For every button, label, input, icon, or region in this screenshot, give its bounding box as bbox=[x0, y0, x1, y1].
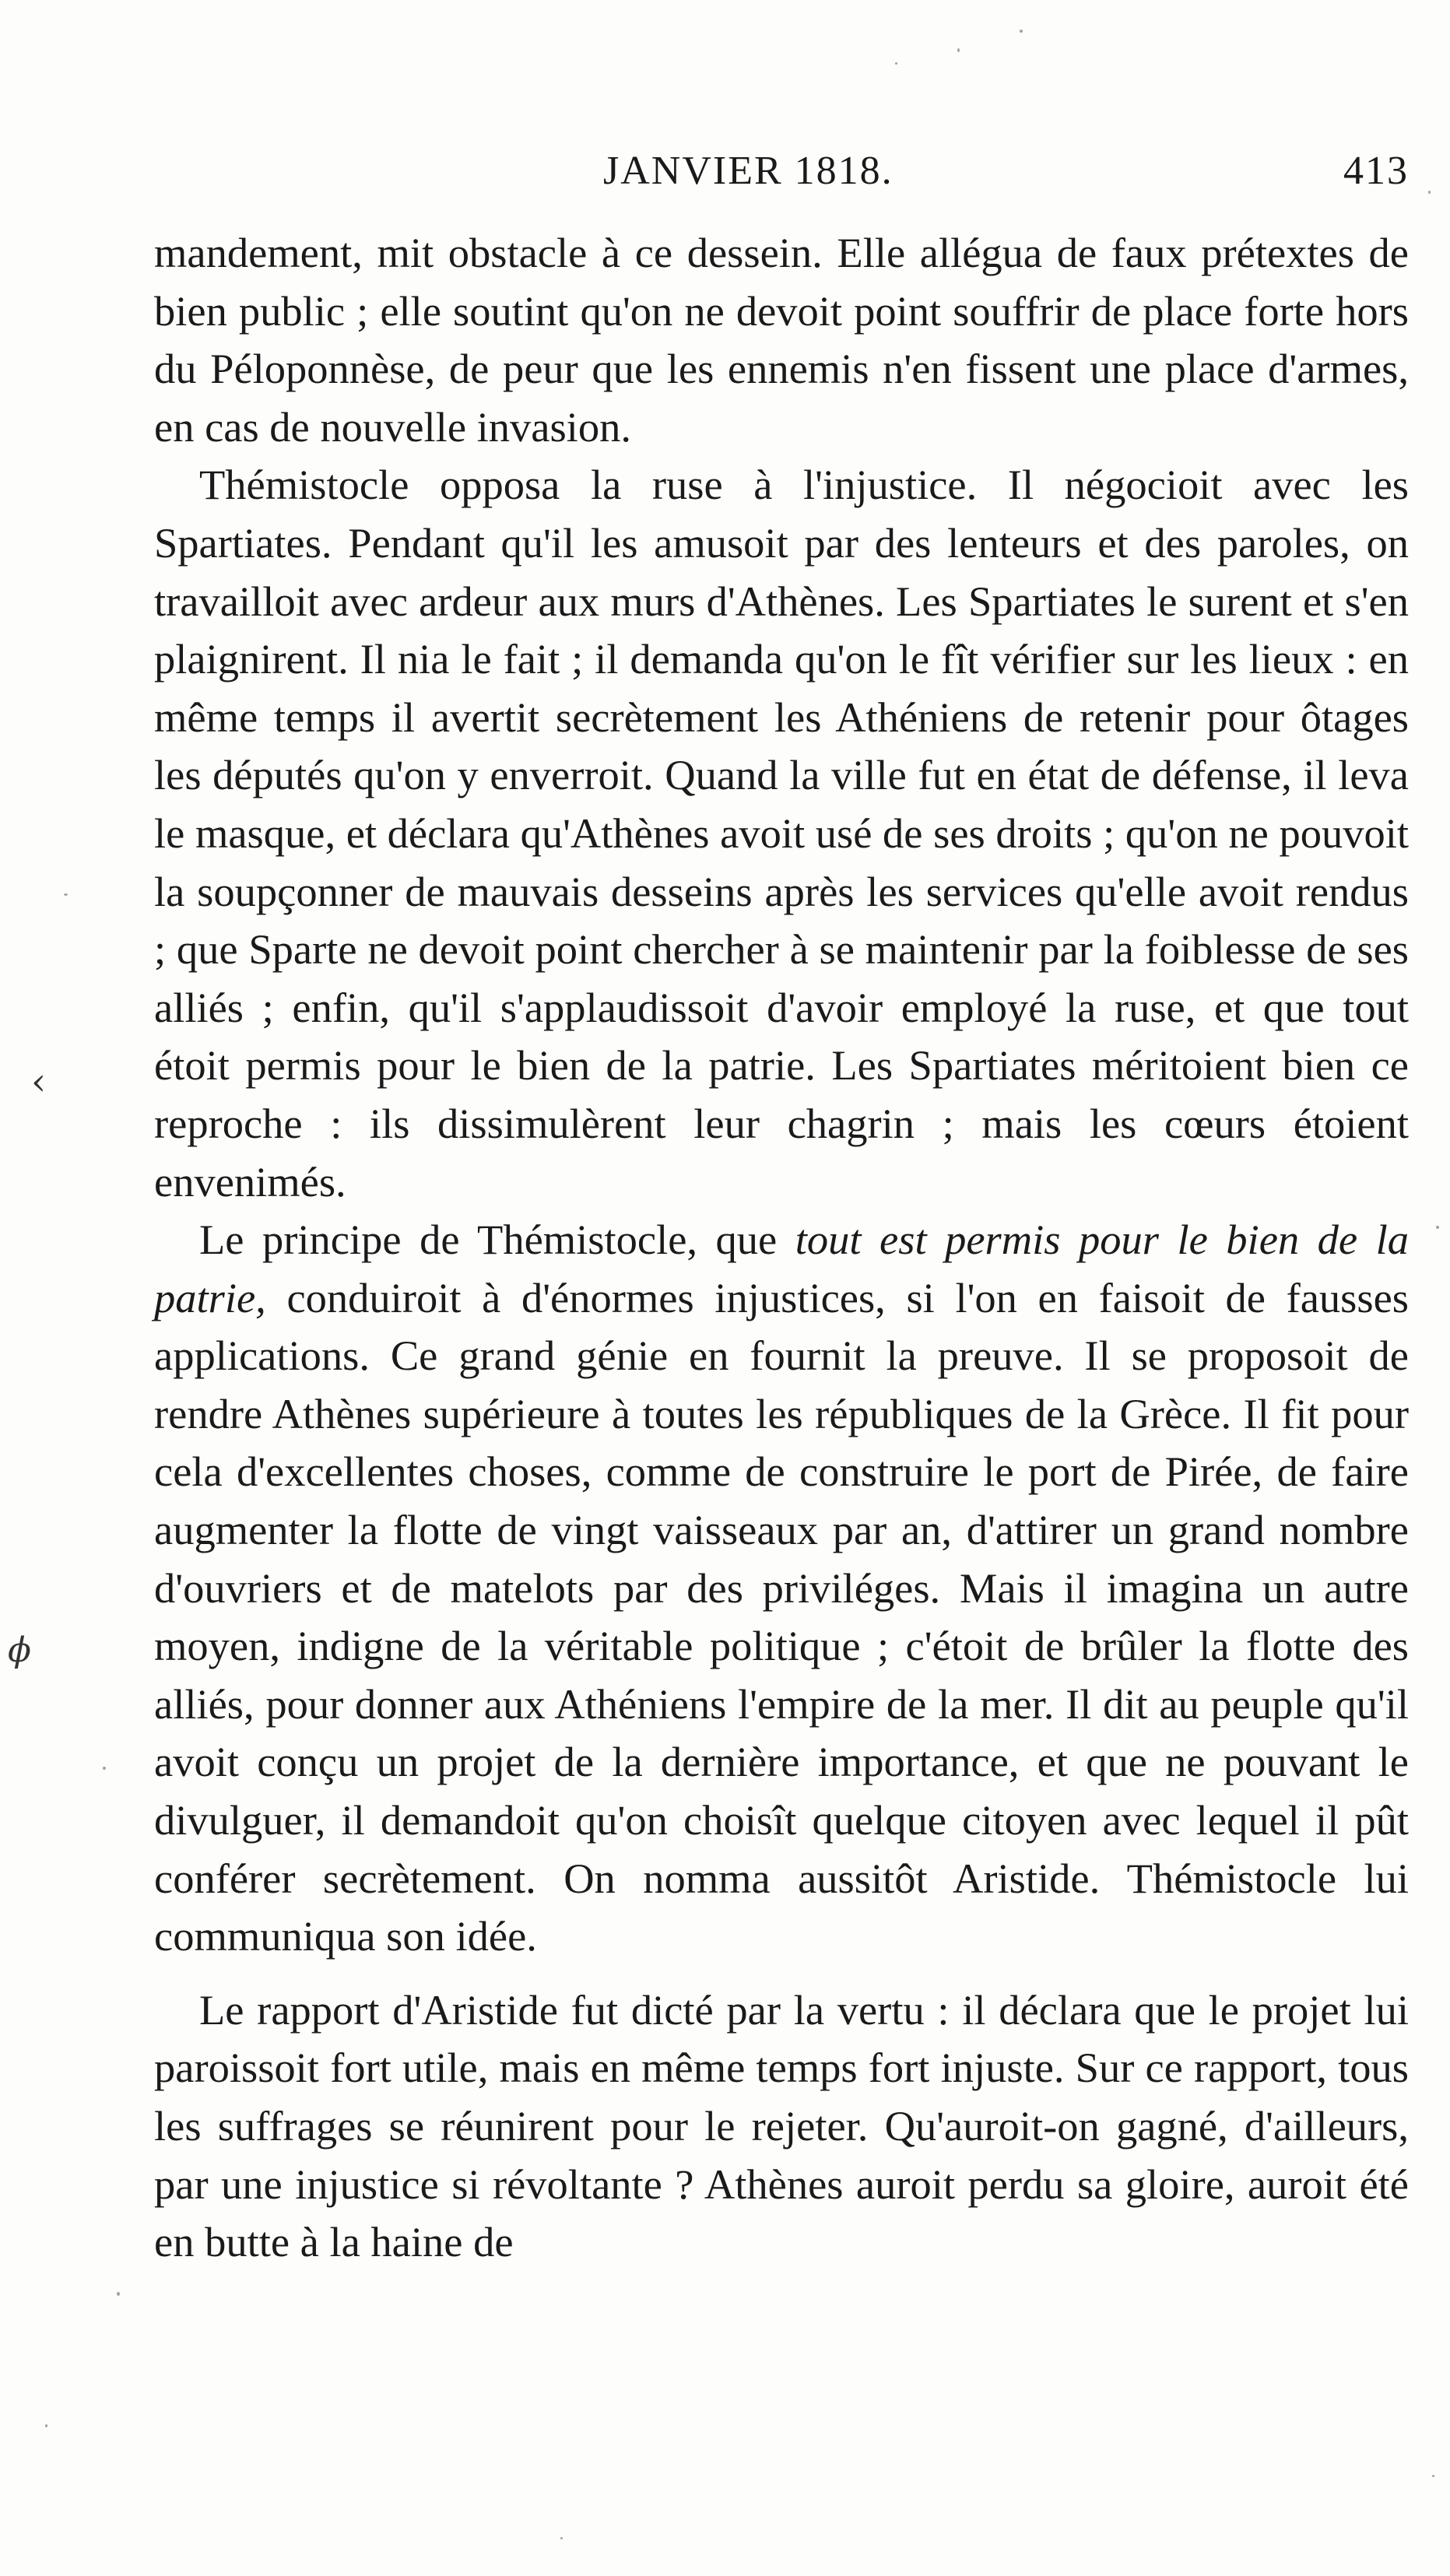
paragraph-principe-rest: conduiroit à d'énormes injustices, si l'on en faisoit de fausses applications. Ce grand génie en fournit la preuve. Il se proposoit de rendre Athènes supérieure à toutes les républiques de la Grèce. Il fit pour cela d'excellentes choses, comme de construire le port de Pirée, de faire augmenter la flotte de vingt vaisseaux par an, d'attirer un grand nombre d'ouvriers et de matelots par des priviléges. Mais il imagina un autre moyen, indigne de la véritable politique ; c'étoit de brûler la flotte des alliés, pour donner aux Athéniens l'empire de la mer. Il dit au peuple qu'il avoit conçu un projet de la dernière importance, et que ne pouvant le divulguer, il demandoit qu'on choisît quelque citoyen avec lequel il pût conférer secrètement. On nomma aussitôt Aristide. Thémistocle lui communiqua son idée. bbox=[154, 1273, 1409, 1960]
margin-hook-mark: ‹ bbox=[31, 1060, 47, 1104]
italic-maxim: tout est permis pour le bien de la patrie, bbox=[154, 1216, 1409, 1321]
scan-speck bbox=[64, 893, 68, 896]
scan-speck bbox=[1428, 191, 1431, 194]
scan-speck bbox=[45, 2424, 47, 2427]
page-header-title: JANVIER 1818. bbox=[603, 149, 894, 193]
scan-speck bbox=[117, 2292, 120, 2296]
paragraph-principe bbox=[154, 1211, 1409, 1966]
scan-speck bbox=[1432, 2475, 1434, 2477]
scan-speck bbox=[895, 62, 897, 65]
scan-speck bbox=[1020, 30, 1023, 33]
scan-speck bbox=[957, 48, 960, 52]
paragraph-rapport-aristide: Le rapport d'Aristide fut dicté par la vertu : il déclara que le projet lui paroissoit fort utile, mais en même temps fort injuste. Sur ce rapport, tous les suffrages se réunirent pour le rejeter. Qu'auroit-on gagné, d'ailleurs, par une injustice si révoltante ? Athènes auroit perdu sa gloire, auroit été en butte à la haine de bbox=[154, 1985, 1409, 2266]
scan-speck bbox=[560, 2537, 563, 2539]
paragraph-themistocle-ruse: Thémistocle opposa la ruse à l'injustice. Il négocioit avec les Spartiates. Pendant qu'il les amusoit par des lenteurs et des paroles, on travailloit avec ardeur aux murs d'Athènes. Les Spartiates le surent et s'en plaignirent. Il nia le fait ; il demanda qu'on le fît vérifier sur les lieux : en même temps il avertit secrètement les Athéniens de retenir pour ôtages les députés qu'on y enverroit. Quand la ville fut en état de défense, il leva le masque, et déclara qu'Athènes avoit usé de ses droits ; qu'on ne pouvoit la soupçonner de mauvais desseins après les services qu'elle avoit rendus ; que Sparte ne devoit point chercher à se maintenir par la foiblesse de ses alliés ; enfin, qu'il s'applaudissoit d'avoir employé la ruse, et que tout étoit permis pour le bien de la patrie. Les Spartiates méritoient bien ce reproche : ils dissimulèrent leur chagrin ; mais les cœurs étoient envenimés. bbox=[154, 461, 1409, 1206]
margin-flourish-mark: ϕ bbox=[8, 1630, 31, 1670]
scan-speck bbox=[103, 1767, 106, 1770]
paragraph-continuation: mandement, mit obstacle à ce dessein. Elle allégua de faux prétextes de bien public ; elle soutint qu'on ne devoit point souffrir de place forte hors du Péloponnèse, de peur que les ennemis n'en fissent une place d'armes, en cas de nouvelle invasion. bbox=[154, 229, 1409, 451]
page-body bbox=[154, 224, 1409, 2272]
page-number: 413 bbox=[1343, 149, 1409, 193]
paragraph-principe-lead: Le principe de Thémistocle, que bbox=[199, 1216, 795, 1264]
scan-speck bbox=[1436, 1226, 1439, 1229]
running-head bbox=[156, 148, 1409, 210]
